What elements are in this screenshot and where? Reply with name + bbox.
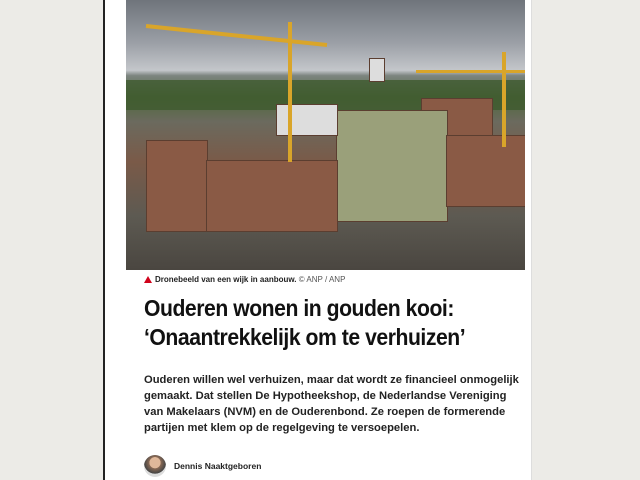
- building: [446, 135, 525, 207]
- sky: [126, 0, 525, 70]
- avatar: [144, 455, 166, 477]
- author-byline[interactable]: [144, 455, 261, 477]
- crane-mast: [288, 22, 292, 162]
- building: [206, 160, 338, 232]
- photo-credit: © ANP / ANP: [298, 275, 346, 284]
- triangle-icon: [144, 276, 152, 283]
- crane-mast: [502, 52, 506, 147]
- building: [276, 104, 338, 136]
- photo-caption: [144, 275, 345, 284]
- author-name[interactable]: Dennis Naaktgeboren: [174, 461, 262, 471]
- tower: [369, 58, 385, 82]
- building: [336, 110, 448, 222]
- article-lead: Ouderen willen wel verhuizen, maar dat wordt ze financieel onmogelijk gemaakt. Dat stellen De Hypotheekshop, de Nederlandse Vereniging van Makelaars (NVM) en de Ouderenbond. Ze roepen de formerende partijen met klem op de regelgeving te versoepelen.: [144, 374, 519, 434]
- building: [146, 140, 208, 232]
- article-photo[interactable]: [126, 0, 525, 270]
- caption-text: Dronebeeld van een wijk in aanbouw.: [155, 275, 297, 284]
- crane-jib: [416, 70, 525, 73]
- article-title: Ouderen wonen in gouden kooi: ‘Onaantrekkelijk om te verhuizen’: [144, 295, 466, 350]
